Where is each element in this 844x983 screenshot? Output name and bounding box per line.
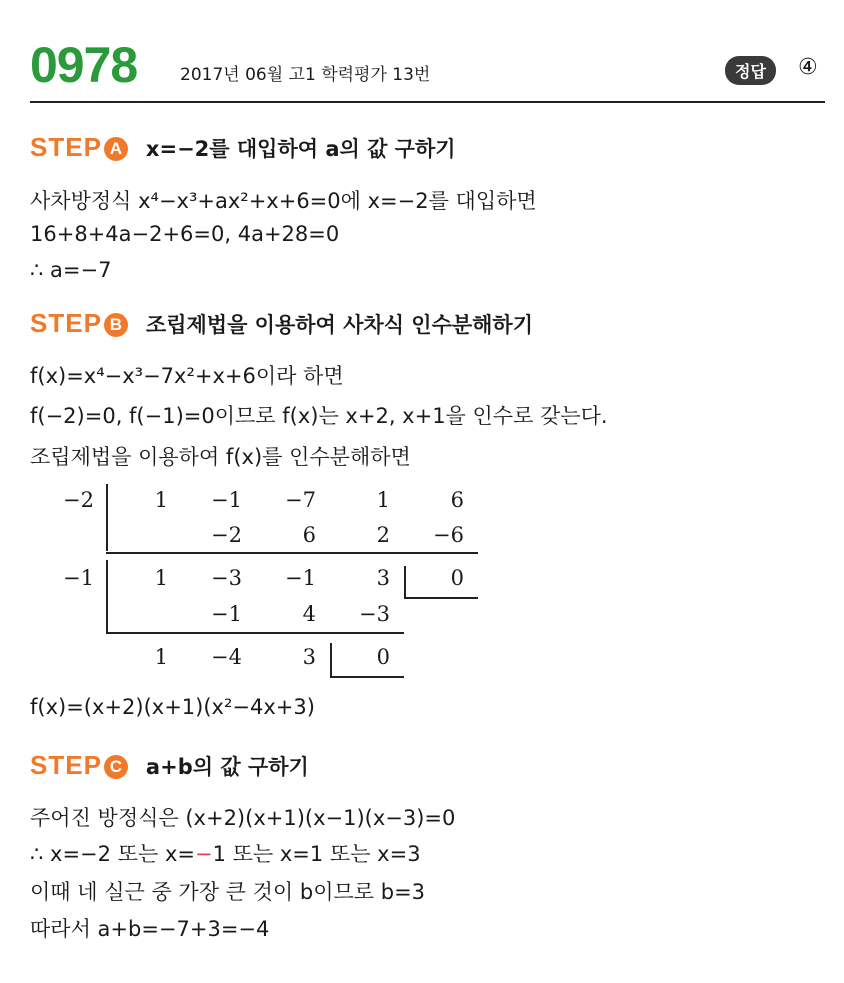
cell: 6 [302, 523, 316, 547]
cell: −1 [285, 566, 316, 590]
cell: −2 [211, 523, 242, 547]
step-c-line-3: 따라서 a+b=−7+3=−4 [30, 917, 270, 941]
division-rule-2 [106, 632, 404, 634]
remainder-1: 0 [450, 566, 464, 590]
step-c-word: STEP [30, 750, 102, 780]
division-bar-2 [106, 560, 108, 632]
roots-prefix: ∴ x=−2 또는 x= [30, 842, 195, 866]
step-b-letter: B [104, 313, 128, 337]
division-rule-1 [106, 552, 478, 554]
divisor-1: −2 [63, 488, 94, 512]
cell: −4 [211, 645, 242, 669]
division-bar-1 [106, 484, 108, 551]
factorization-result: f(x)=(x+2)(x+1)(x²−4x+3) [30, 695, 315, 719]
step-c-heading [30, 750, 309, 781]
step-b-title: 조립제법을 이용하여 사차식 인수분해하기 [145, 313, 534, 337]
cell: −1 [211, 602, 242, 626]
remainder-rule-1 [404, 597, 478, 599]
remainder-bar-2 [330, 643, 332, 676]
cell: −3 [359, 602, 390, 626]
step-b-heading [30, 308, 533, 339]
roots-highlight: − [194, 842, 213, 866]
step-b-line-2: f(−2)=0, f(−1)=0이므로 f(x)는 x+2, x+1을 인수로 갖는다. [30, 404, 608, 428]
step-a-heading [30, 132, 456, 163]
step-b-word: STEP [30, 308, 102, 338]
step-b-line-3: 조립제법을 이용하여 f(x)를 인수분해하면 [30, 445, 411, 469]
remainder-2: 0 [376, 645, 390, 669]
step-b-line-1: f(x)=x⁴−x³−7x²+x+6이라 하면 [30, 364, 344, 388]
cell: −7 [285, 488, 316, 512]
step-a-line-2: 16+8+4a−2+6=0, 4a+28=0 [30, 222, 340, 246]
answer-badge: 정답 [725, 56, 776, 85]
step-c-letter: C [104, 755, 128, 779]
cell: −3 [211, 566, 242, 590]
cell: 3 [376, 566, 390, 590]
cell: 2 [376, 523, 390, 547]
step-a-word: STEP [30, 132, 102, 162]
remainder-bar-1 [404, 566, 406, 598]
step-c-line-2: 이때 네 실근 중 가장 큰 것이 b이므로 b=3 [30, 880, 426, 904]
cell: 1 [154, 645, 168, 669]
answer-value: ④ [798, 55, 818, 80]
step-a-title: x=−2를 대입하여 a의 값 구하기 [145, 137, 456, 161]
step-a-line-1: 사차방정식 x⁴−x³+ax²+x+6=0에 x=−2를 대입하면 [30, 189, 537, 213]
cell: −6 [433, 523, 464, 547]
roots-suffix: 1 또는 x=1 또는 x=3 [212, 842, 421, 866]
step-a-line-3: ∴ a=−7 [30, 258, 112, 282]
step-c-line-1: 주어진 방정식은 (x+2)(x+1)(x−1)(x−3)=0 [30, 806, 456, 830]
source-label: 2017년 06월 고1 학력평가 13번 [180, 65, 431, 85]
cell: 1 [154, 488, 168, 512]
divisor-2: −1 [63, 566, 94, 590]
remainder-rule-2 [330, 676, 404, 678]
cell: 4 [302, 602, 316, 626]
step-c-title: a+b의 값 구하기 [145, 755, 309, 779]
cell: 1 [154, 566, 168, 590]
header-divider [30, 101, 825, 103]
cell: −1 [211, 488, 242, 512]
cell: 3 [302, 645, 316, 669]
step-c-roots-line [30, 838, 421, 868]
step-a-letter: A [104, 137, 128, 161]
cell: 1 [376, 488, 390, 512]
problem-number: 0978 [30, 37, 138, 93]
cell: 6 [450, 488, 464, 512]
